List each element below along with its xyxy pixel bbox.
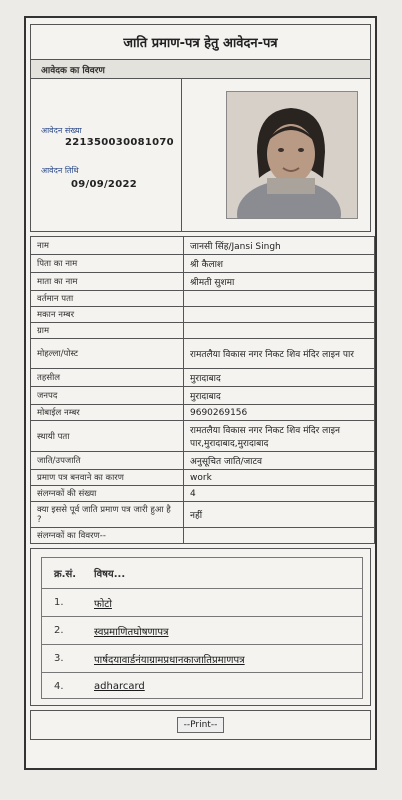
detail-label: जनपद xyxy=(31,387,184,405)
detail-value xyxy=(184,323,375,339)
detail-label: मकान नम्बर xyxy=(31,307,184,323)
detail-row xyxy=(31,273,375,291)
detail-label: संलग्नकों की संख्या xyxy=(31,486,184,502)
form-title: जाति प्रमाण-पत्र हेतु आवेदन-पत्र xyxy=(30,24,371,60)
detail-label: प्रमाण पत्र बनवाने का कारण xyxy=(31,470,184,486)
attachments-table xyxy=(41,557,363,699)
detail-row xyxy=(31,486,375,502)
attachment-number: 2. xyxy=(54,625,64,636)
application-meta xyxy=(31,79,182,231)
print-button[interactable]: --Print-- xyxy=(177,717,225,733)
application-form xyxy=(24,16,377,770)
detail-label: नाम xyxy=(31,237,184,255)
detail-row xyxy=(31,452,375,470)
detail-value: मुरादाबाद xyxy=(184,369,375,387)
section-applicant-heading: आवेदक का विवरण xyxy=(30,60,371,79)
attachment-row xyxy=(42,644,362,672)
detail-label: मोबाईल नम्बर xyxy=(31,405,184,421)
photo-cell xyxy=(182,79,370,231)
attachment-link[interactable]: फोटो xyxy=(94,598,112,610)
attachment-row xyxy=(42,588,362,616)
attachment-link[interactable]: पार्षदयावार्डनंयाग्रामप्रधानकाजातिप्रमाणपत्र xyxy=(94,654,245,666)
detail-label: तहसील xyxy=(31,369,184,387)
application-number-label: आवेदन संख्या xyxy=(41,126,82,135)
detail-label: मोहल्ला/पोस्ट xyxy=(31,339,184,369)
detail-value xyxy=(184,528,375,544)
detail-value: जानसी सिंह/Jansi Singh xyxy=(184,237,375,255)
detail-value: रामतलैया विकास नगर निकट शिव मंदिर लाइन पार xyxy=(184,339,375,369)
detail-value: work xyxy=(184,470,375,486)
detail-row xyxy=(31,307,375,323)
attachment-link[interactable]: adharcard xyxy=(94,681,145,692)
detail-row xyxy=(31,339,375,369)
detail-value: मुरादाबाद xyxy=(184,387,375,405)
attachment-row xyxy=(42,672,362,700)
detail-label: माता का नाम xyxy=(31,273,184,291)
detail-value: रामतलैया विकास नगर निकट शिव मंदिर लाइन पार,मुरादाबाद,मुरादाबाद xyxy=(184,421,375,452)
detail-label: संलग्नकों का विवरण-- xyxy=(31,528,184,544)
detail-row xyxy=(31,369,375,387)
detail-value: अनुसूचित जाति/जाटव xyxy=(184,452,375,470)
attachment-row xyxy=(42,616,362,644)
attachments-section xyxy=(30,548,371,706)
detail-row xyxy=(31,502,375,528)
detail-value xyxy=(184,307,375,323)
detail-row xyxy=(31,291,375,307)
detail-value xyxy=(184,291,375,307)
applicant-info xyxy=(30,79,371,232)
detail-row xyxy=(31,237,375,255)
detail-label: पिता का नाम xyxy=(31,255,184,273)
attachment-link[interactable]: स्वप्रमाणितघोषणापत्र xyxy=(94,626,169,638)
applicant-details-table xyxy=(30,236,375,544)
detail-value: श्रीमती सुशमा xyxy=(184,273,375,291)
col-serial: क्र.सं. xyxy=(54,569,77,580)
attachments-header xyxy=(42,558,362,588)
detail-label: जाति/उपजाति xyxy=(31,452,184,470)
detail-label: वर्तमान पता xyxy=(31,291,184,307)
detail-label: ग्राम xyxy=(31,323,184,339)
detail-value: श्री कैलाश xyxy=(184,255,375,273)
attachment-number: 3. xyxy=(54,653,64,664)
col-subject: विषय... xyxy=(94,569,126,580)
application-date: 09/09/2022 xyxy=(71,179,137,190)
detail-row xyxy=(31,405,375,421)
attachment-number: 4. xyxy=(54,681,64,692)
detail-label: स्थायी पता xyxy=(31,421,184,452)
attachment-number: 1. xyxy=(54,597,64,608)
detail-label: क्या इससे पूर्व जाति प्रमाण पत्र जारी हुआ है ? xyxy=(31,502,184,528)
print-area xyxy=(30,710,371,740)
detail-row xyxy=(31,323,375,339)
detail-row xyxy=(31,421,375,452)
detail-row xyxy=(31,387,375,405)
detail-value: 9690269156 xyxy=(184,405,375,421)
detail-row xyxy=(31,470,375,486)
application-date-label: आवेदन तिथि xyxy=(41,166,79,175)
application-number: 221350030081070 xyxy=(65,137,174,148)
detail-value: 4 xyxy=(184,486,375,502)
detail-row xyxy=(31,528,375,544)
detail-row xyxy=(31,255,375,273)
applicant-photo xyxy=(226,91,358,219)
detail-value: नहीं xyxy=(184,502,375,528)
